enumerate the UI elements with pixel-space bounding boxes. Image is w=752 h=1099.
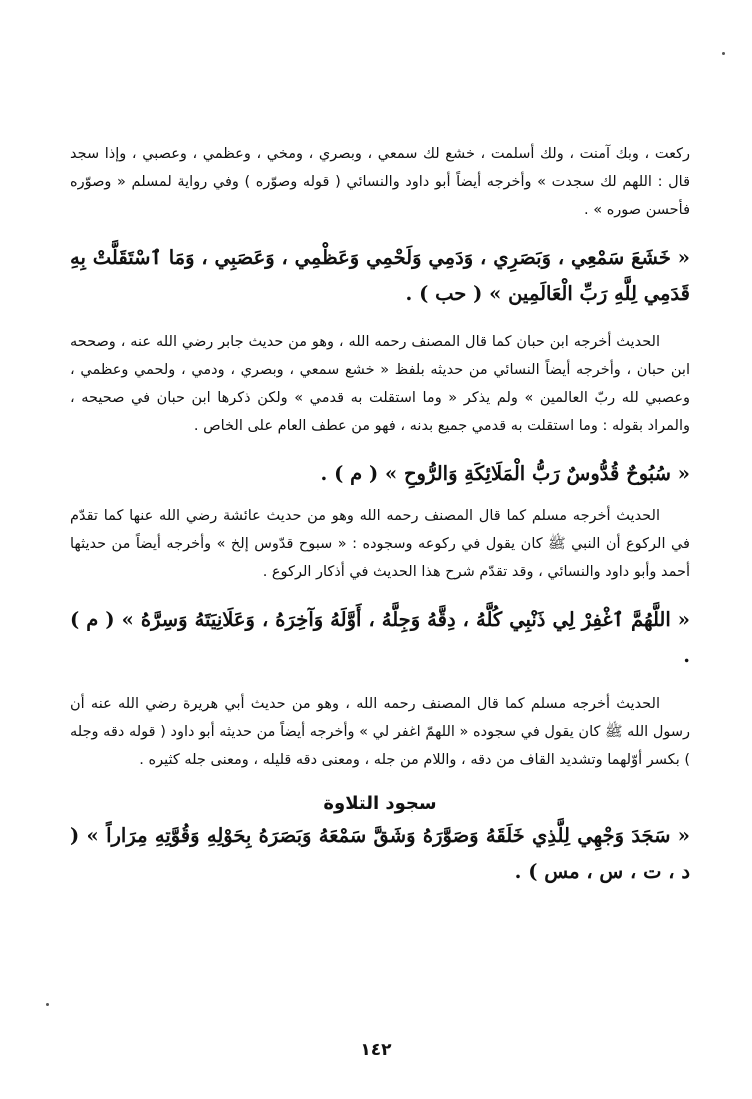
- page-number: ١٤٢: [360, 1040, 392, 1060]
- paragraph-1: ركعت ، وبك آمنت ، ولك أسلمت ، خشع لك سمعي ، وبصري ، ومخي ، وعظمي ، وعصبي ، وإذا سجد قال : اللهم لك سجدت » وأخرجه أيضاً أبو داود والنسائي ( قوله وصوّره ) وفي رواية لمسلم « وصوّره فأحسن صوره » .: [70, 146, 690, 218]
- hadith-3: « اللَّهُمَّ ٱغْفِرْ لِي ذَنْبِي كُلَّهُ ، دِقَّهُ وَجِلَّهُ ، أَوَّلَهُ وَآخِرَهُ ، وَعَلَانِيَتَهُ وَسِرَّهُ » ( م ) .: [70, 608, 690, 667]
- page-body: [70, 140, 690, 890]
- scan-speck: [722, 52, 725, 55]
- scan-speck: [46, 1003, 49, 1006]
- hadith-1: « خَشَعَ سَمْعِي ، وَبَصَرِي ، وَدَمِي وَلَحْمِي وَعَظْمِي ، وَعَصَبِي ، وَمَا ٱسْتَقَلَّتْ بِهِ قَدَمِي لِلَّهِ رَبِّ الْعَالَمِين » ( حب ) .: [70, 246, 690, 305]
- paragraph-4: الحديث أخرجه مسلم كما قال المصنف رحمه الله ، وهو من حديث أبي هريرة رضي الله عنه أن رسول الله ﷺ كان يقول في سجوده « اللهمّ اغفر لي » وأخرجه أيضاً من حديثه أبو داود ( قوله دقه وجله ) بكسر أوّلهما وتشديد القاف من دقه ، واللام من جله ، ومعنى دقه قليله ، ومعنى جله كثيره .: [70, 696, 690, 768]
- hadith-2: « سُبُوحٌ قُدُّوسٌ رَبُّ الْمَلَائِكَةِ وَالرُّوحِ » ( م ) .: [320, 462, 690, 485]
- hadith-4: « سَجَدَ وَجْهِي لِلَّذِي خَلَقَهُ وَصَوَّرَهُ وَشَقَّ سَمْعَهُ وَبَصَرَهُ بِحَوْلِهِ وَقُوَّتِهِ مِرَاراً » ( د ، ت ، س ، مس ) .: [70, 824, 690, 883]
- paragraph-2: الحديث أخرجه ابن حبان كما قال المصنف رحمه الله ، وهو من حديث جابر رضي الله عنه ، وصححه ابن حبان ، وأخرجه أيضاً النسائي من حديثه بلفظ « خشع سمعي ، وبصري ، ودمي ، ولحمي وعظمي ، وعصبي لله ربّ العالمين » ولم يذكر « وما استقلت به قدمي » ولكن ذكرها ابن حبان في صحيحه ، والمراد بقوله : وما استقلت به قدمي جميع بدنه ، فهو من عطف العام على الخاص .: [70, 334, 690, 434]
- section-title: سجود التلاوة: [323, 793, 437, 814]
- paragraph-3: الحديث أخرجه مسلم كما قال المصنف رحمه الله وهو من حديث عائشة رضي الله عنها كما تقدّم في الركوع أن النبي ﷺ كان يقول في ركوعه وسجوده : « سبوح قدّوس إلخ » وأخرجه أيضاً من حديثها أحمد وأبو داود والنسائي ، وقد تقدّم شرح هذا الحديث في أذكار الركوع .: [70, 508, 690, 580]
